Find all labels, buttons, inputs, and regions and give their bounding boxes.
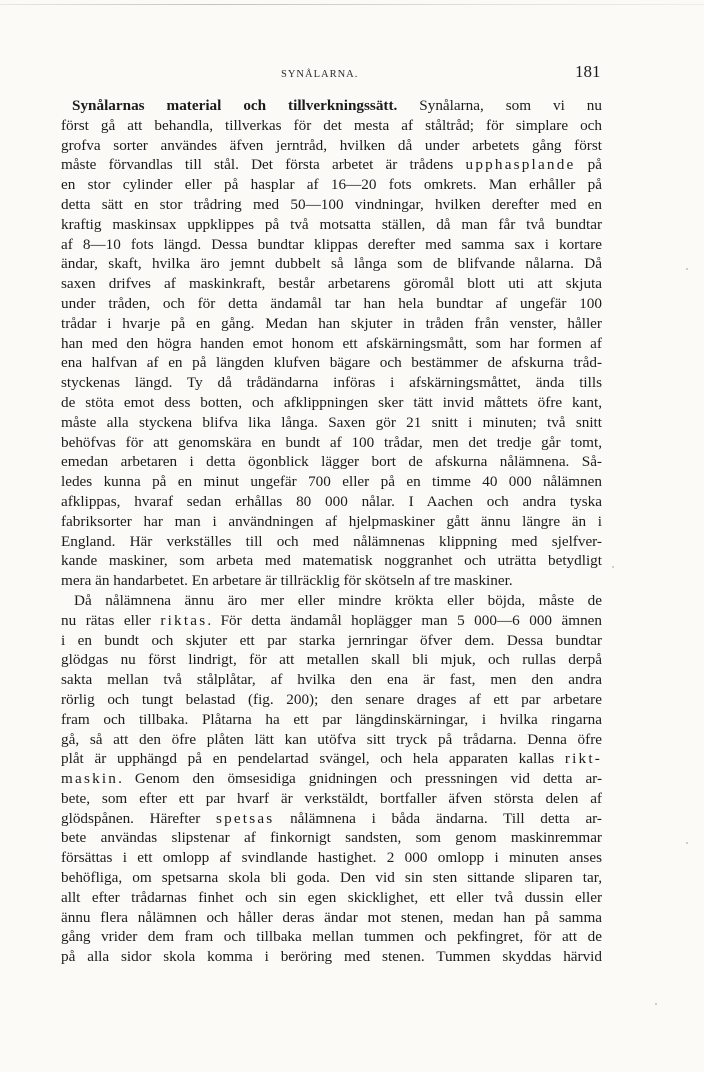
text-segment: bete, som efter ett par hvarf är verkstäldt, bortfaller äfven största delen af: [61, 789, 602, 807]
paper-speck: [612, 566, 614, 568]
text-line: [61, 294, 602, 314]
text-segment: först gå att behandla, tillverkas för det mesta af ståltråd; för simplare och: [61, 116, 602, 134]
text-line: [61, 433, 602, 453]
emphasized-term: maskin: [61, 770, 119, 788]
text-segment: behöfliga, om spetsarna skola bli goda. Den vid sin sten sittande sliparen tar,: [61, 869, 602, 887]
text-segment: glödgas nu först lindrigt, för att metallen skall bli mjuk, och rullas derpå: [61, 651, 602, 669]
text-line: [61, 828, 602, 848]
section-heading: Synålarnas material och tillverkningssätt.: [72, 97, 398, 114]
text-line: [61, 848, 602, 868]
paper-speck: [686, 268, 688, 270]
text-segment: bete användas slipstenar af finkornigt sandsten, som genom maskinremmar: [61, 829, 602, 847]
text-line: [61, 769, 602, 789]
text-segment: försättas i ett omlopp af svindlande hastighet. 2 000 omlopp i minuten anses: [61, 849, 602, 867]
text-segment: han med den högra handen emot honom ett afskärningsmått, som har formen af: [61, 334, 602, 352]
text-line: [61, 551, 602, 571]
emphasized-term: rikt-: [564, 750, 602, 768]
text-line: [61, 512, 602, 532]
text-line: [61, 631, 602, 651]
text-line: [61, 235, 602, 255]
text-segment: rörlig och tungt belastad (fig. 200); den senare drages af ett par arbetare: [61, 690, 602, 708]
text-line: [61, 413, 602, 433]
paragraph: [61, 591, 602, 967]
text-segment: trådar i hvarje på en gång. Medan han skjuter in tråden från venster, håller: [61, 314, 602, 332]
text-line: [61, 888, 602, 908]
text-segment: kande maskiner, som arbeta med matematisk noggranhet och uträtta betydligt: [61, 552, 602, 570]
text-line: [61, 492, 602, 512]
text-segment: ännu flera nålämnen och håller deras ändar mot stenen, medan han på samma: [61, 908, 602, 926]
text-segment: i en bundt och skjuter ett par starka jernringar öfver dem. Dessa bundtar: [61, 631, 602, 649]
text-segment: af 8—10 fots längd. Dessa bundtar klippas derefter med samma sax i kortare: [61, 235, 602, 253]
text-segment: under tråden, och för detta ändamål tar han hela bundtar af ungefär 100: [61, 294, 602, 312]
text-line: [61, 274, 602, 294]
text-segment: saxen drifves af maskinkraft, består arbetarens göromål blott uti att skjuta: [61, 275, 602, 293]
text-segment: måste alla styckena blifva lika långa. Saxen gör 21 snitt i minuten; två snitt: [61, 413, 602, 431]
paper-speck: [655, 1003, 657, 1005]
text-segment: sakta mellan två stålplåtar, af hvilka den ena är fast, men den andra: [61, 671, 602, 689]
text-segment: Då nålämnena ännu äro mer eller mindre krökta eller böjda, måste de: [74, 591, 602, 609]
text-segment: styckenas längd. Ty då trådändarna införas i afskärningsmåttet, ända tills: [61, 374, 602, 392]
text-segment: fram och tillbaka. Plåtarna ha ett par längdinskärningar, i hvilka ringarna: [61, 710, 602, 728]
body-text: [61, 96, 602, 967]
text-line: [61, 195, 602, 215]
text-line: [61, 611, 602, 631]
text-segment: . För detta ändamål hoplägger man 5 000—6 000 ämnen: [207, 611, 602, 629]
text-segment: på alla sidor skola komma i beröring med stenen. Tummen skyddas härvid: [61, 948, 602, 966]
text-line: [61, 947, 602, 967]
text-line: [61, 710, 602, 730]
text-segment: fabriksorter har man i användningen af hjelpmaskiner gått ännu längre än i: [61, 512, 602, 530]
text-segment: allt efter trådarnas finhet och sin egen skicklighet, ett eller två dussin eller: [61, 888, 602, 906]
text-line: [61, 334, 602, 354]
paper-speck: [686, 842, 688, 844]
text-line: [61, 373, 602, 393]
text-line: [61, 472, 602, 492]
text-line: [61, 136, 602, 156]
text-line: [61, 730, 602, 750]
text-line: [61, 175, 602, 195]
emphasized-term: riktas: [160, 611, 208, 629]
text-line: [61, 452, 602, 472]
text-line: [61, 868, 602, 888]
text-segment: kraftig maskinsax uppklippes på två motsatta ställen, då man får två bundtar: [61, 215, 602, 233]
text-line: [61, 789, 602, 809]
text-line: [61, 670, 602, 690]
text-segment: nålämnena i båda ändarna. Till detta ar-: [274, 809, 602, 827]
text-line: [61, 155, 602, 175]
text-segment: måste förvandlas till stål. Det första arbetet är trådens: [61, 156, 466, 174]
text-segment: emedan arbetaren i detta ögonblick lägger bort de afskurna nålämnena. Så-: [61, 453, 602, 471]
text-line: [61, 215, 602, 235]
text-segment: nu rätas eller: [61, 611, 161, 629]
text-segment: på: [575, 156, 602, 174]
text-segment: Synålarna, som vi nu: [397, 97, 602, 114]
text-line: [61, 927, 602, 947]
text-segment: glödspånen. Härefter: [61, 809, 216, 827]
text-segment: detta sätt en stor trådring med 50—100 vindningar, hvilken derefter med en: [61, 195, 602, 213]
emphasized-term: spetsas: [215, 809, 275, 827]
text-segment: de stöta emot dess botten, och afklippningen sker tätt invid måttets öfre kant,: [61, 393, 602, 411]
text-line: [61, 591, 602, 611]
text-line: [61, 353, 602, 373]
text-segment: afklippas, hvaraf sedan erhållas 80 000 nålar. I Aachen och andra tyska: [61, 492, 602, 510]
text-segment: ändar, skaft, hvilka äro jemnt dubbelt så långa som de blifvande nålarna. Då: [61, 255, 602, 273]
text-segment: England. Här verkställes till och med nålämnenas klippning med sjelfver-: [61, 532, 602, 550]
text-segment: en stor cylinder eller på hasplar af 16—20 fots omkrets. Man erhåller på: [61, 176, 602, 194]
text-line: [61, 96, 602, 116]
text-line: [61, 254, 602, 274]
text-segment: grofva sorter användes äfven jerntråd, hvilken då under arbetets gång först: [61, 136, 602, 154]
text-line: [61, 314, 602, 334]
text-segment: mera än handarbetet. En arbetare är tillräcklig för skötseln af tre maskiner.: [61, 572, 513, 590]
running-title: SYNÅLARNA.: [281, 69, 359, 80]
paragraph: [61, 96, 602, 591]
running-head: [0, 62, 704, 86]
text-segment: plåt är upphängd på en pendelartad svängel, och hela apparaten kallas: [61, 750, 565, 768]
page-number: 181: [575, 62, 601, 81]
text-line: [61, 393, 602, 413]
text-segment: behöfvas för att genomskära en bundt af 100 trådar, men det tredje går tomt,: [61, 433, 602, 451]
text-line: [61, 650, 602, 670]
top-edge-rule: [0, 4, 704, 5]
text-segment: . Genom den ömsesidiga gnidningen och pressningen vid detta ar-: [118, 770, 602, 788]
text-line: [61, 571, 602, 591]
text-line: [61, 809, 602, 829]
text-segment: gång vrider dem fram och tillbaka mellan tummen och pekfingret, för att de: [61, 928, 602, 946]
text-line: [61, 116, 602, 136]
text-line: [61, 908, 602, 928]
text-line: [61, 532, 602, 552]
text-line: [61, 749, 602, 769]
text-segment: ledes kunna på en minut ungefär 700 eller på en timme 40 000 nålämnen: [61, 473, 602, 491]
text-segment: ena halfvan af en på längden klufven bägare och bestämmer de afskurna tråd-: [61, 354, 602, 372]
text-line: [61, 690, 602, 710]
emphasized-term: upphasplande: [465, 156, 576, 174]
text-segment: gå, så att den öfre plåten lätt kan utöfva sitt tryck på trådarna. Denna öfre: [61, 730, 602, 748]
